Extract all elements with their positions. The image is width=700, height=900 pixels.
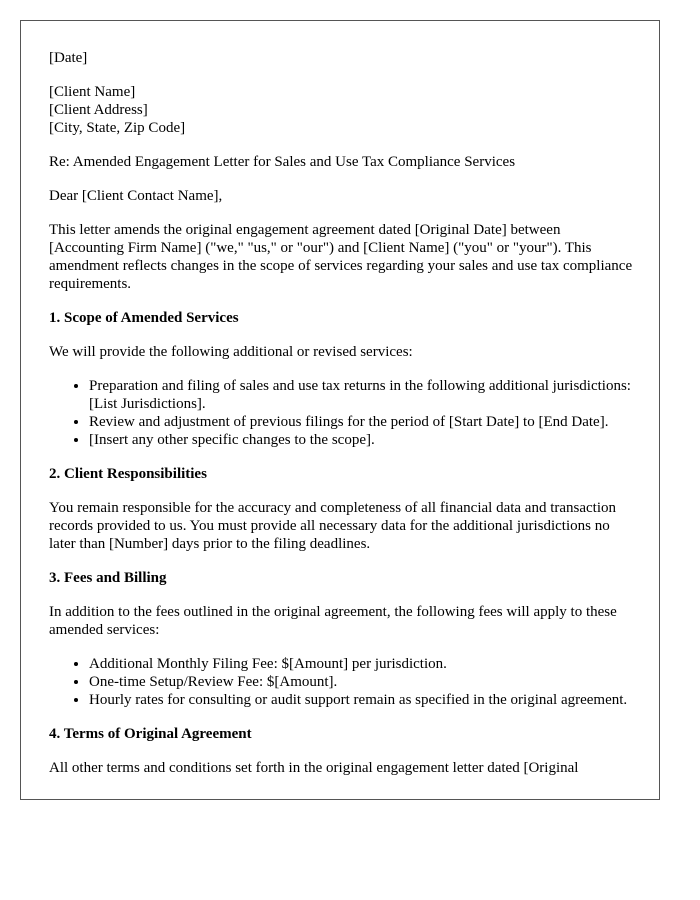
list-item: • Hourly rates for consulting or audit support remain as specified in the original agreement. xyxy=(89,691,634,709)
list-item: • Preparation and filing of sales and use tax returns in the following additional jurisdictions: [List Jurisdictions]. xyxy=(89,377,634,413)
re-line: Re: Amended Engagement Letter for Sales and Use Tax Compliance Services xyxy=(49,154,516,170)
section-heading-fees-billing: 3. Fees and Billing xyxy=(49,570,167,586)
list-item: • Additional Monthly Filing Fee: $[Amount] per jurisdiction. xyxy=(89,655,634,673)
salutation: Dear [Client Contact Name], xyxy=(49,188,223,204)
list-item: • One-time Setup/Review Fee: $[Amount]. xyxy=(89,673,634,691)
recipient-address-block xyxy=(49,83,634,137)
letter-body xyxy=(49,49,634,793)
section-heading-scope: 1. Scope of Amended Services xyxy=(49,310,239,326)
recipient-address: [Client Address] xyxy=(49,102,148,118)
list-item: • [Insert any other specific changes to the scope]. xyxy=(89,431,634,449)
recipient-city-state-zip: [City, State, Zip Code] xyxy=(49,120,186,136)
section-text-client-responsibilities: You remain responsible for the accuracy and completeness of all financial data and transaction records provided to us. You must provide all necessary data for the additional jurisdictions no later than [Number] days prior to the filing deadlines. xyxy=(49,500,617,552)
fees-list xyxy=(49,655,634,709)
scope-services-list xyxy=(49,377,634,449)
section-text-original-terms: All other terms and conditions set forth in the original engagement letter dated [Original xyxy=(49,760,579,776)
list-item: • Review and adjustment of previous filings for the period of [Start Date] to [End Date]. xyxy=(89,413,634,431)
recipient-name: [Client Name] xyxy=(49,84,136,100)
section-heading-client-responsibilities: 2. Client Responsibilities xyxy=(49,466,207,482)
letter-date: [Date] xyxy=(49,50,88,66)
section-text-scope: We will provide the following additional or revised services: xyxy=(49,344,413,360)
intro-paragraph: This letter amends the original engagement agreement dated [Original Date] between [Accounting Firm Name] ("we," "us," or "our") and [Client Name] ("you" or "your"). This amendment reflects changes in the scope of services regarding your sales and use tax compliance requirements. xyxy=(49,222,633,292)
section-heading-original-terms: 4. Terms of Original Agreement xyxy=(49,726,252,742)
letter-page xyxy=(20,20,660,800)
section-text-fees-billing: In addition to the fees outlined in the original agreement, the following fees will apply to these amended services: xyxy=(49,604,617,638)
